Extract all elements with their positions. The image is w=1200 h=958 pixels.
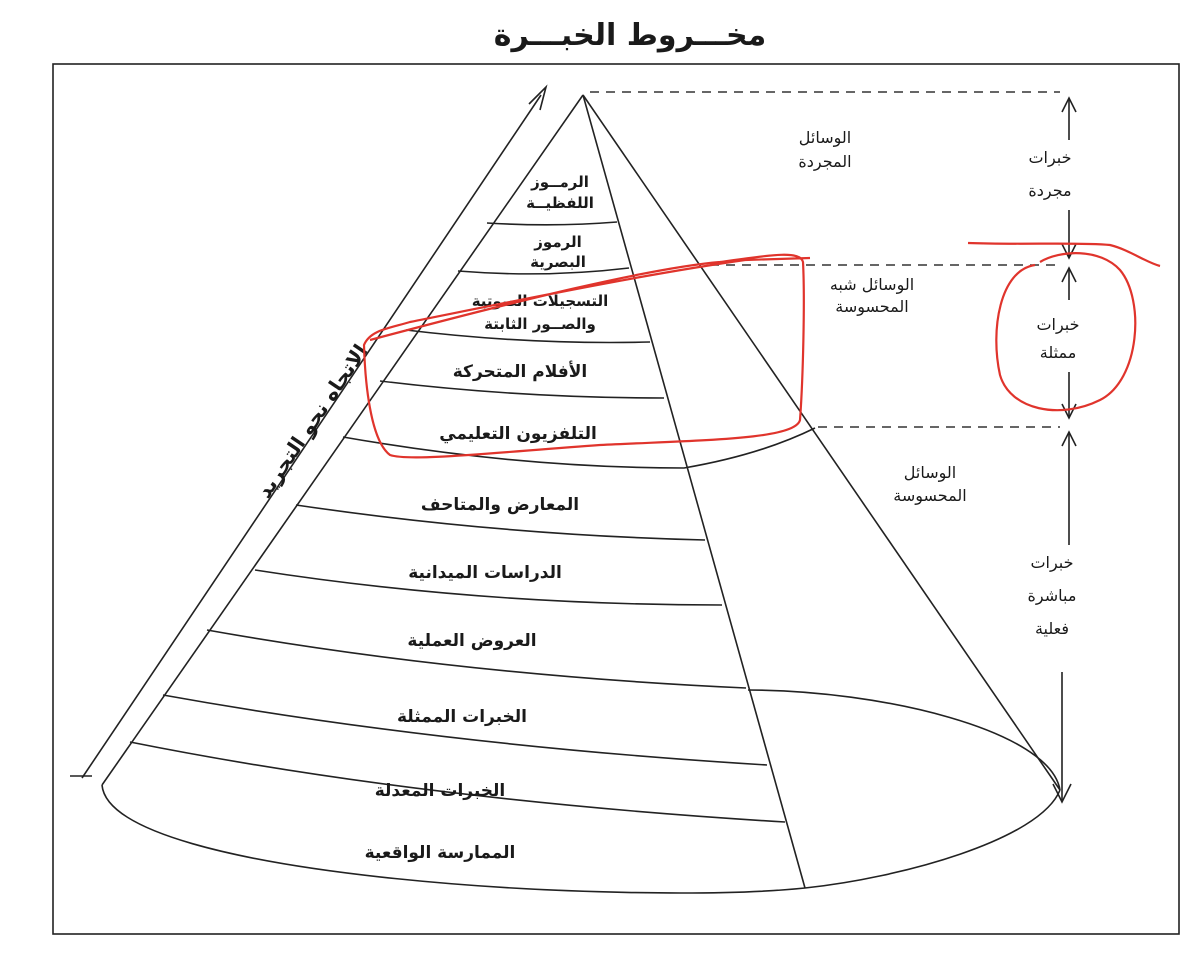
- experience-direct-label-2: مباشرة: [1027, 586, 1077, 605]
- band-label-direct-experiences: الممارسة الواقعية: [364, 843, 516, 863]
- band-label-visual-symbols-2: البصرية: [530, 253, 586, 271]
- band-label-recordings: التسجيلات الصوتية: [471, 292, 609, 310]
- band-dividers: [130, 222, 815, 822]
- band-label-dramatized-experiences: الخبرات الممثلة: [397, 707, 527, 727]
- band-label-visual-symbols: الرموز: [534, 233, 582, 251]
- diagram-title: مخـــروط الخبـــرة: [493, 18, 767, 53]
- experience-abstract-label-2: مجردة: [1028, 181, 1072, 200]
- experience-direct-label-3: فعلية: [1034, 619, 1070, 638]
- media-semi-label-2: المحسوسة: [835, 297, 909, 316]
- band-label-recordings-2: والصــور الثابتة: [484, 315, 596, 333]
- band-label-verbal-symbols: الرمــوز: [531, 173, 589, 191]
- media-labels: [798, 128, 966, 506]
- abstraction-axis-label: الاتجاه نحو التجريد: [251, 339, 373, 503]
- frame-border: [53, 64, 1179, 934]
- band-label-verbal-symbols-2: اللفظيــة: [526, 194, 594, 212]
- experience-ranges: [1028, 98, 1080, 802]
- abstraction-arrowhead: [529, 87, 546, 110]
- media-semi-label: الوسائل شبه: [829, 275, 915, 294]
- band-label-contrived-experiences: الخبرات المعدلة: [374, 781, 506, 801]
- band-label-exhibits-museums: المعارض والمتاحف: [420, 495, 580, 515]
- band-label-demonstrations: العروض العملية: [407, 631, 537, 651]
- media-abstract-label: الوسائل: [798, 128, 852, 147]
- band-divider: [380, 381, 664, 398]
- band-divider: [487, 222, 617, 225]
- band-label-educational-tv: التلفزيون التعليمي: [439, 424, 597, 444]
- experience-abstract-label: خبرات: [1028, 148, 1072, 167]
- experience-represented-label-2: ممثلة: [1039, 343, 1077, 362]
- experience-represented-label: خبرات: [1036, 315, 1080, 334]
- cone-inner-edge: [583, 95, 805, 888]
- media-concrete-label: الوسائل: [903, 463, 957, 482]
- media-concrete-label-2: المحسوسة: [893, 486, 967, 505]
- media-abstract-label-2: المجردة: [798, 152, 852, 171]
- experience-direct-label: خبرات: [1030, 553, 1074, 572]
- band-divider: [163, 695, 767, 765]
- cone-base-front: [102, 785, 1060, 893]
- band-label-motion-pictures: الأفلام المتحركة: [452, 362, 588, 382]
- band-label-field-trips: الدراسات الميدانية: [408, 563, 562, 583]
- cone-base-back: [748, 690, 1060, 790]
